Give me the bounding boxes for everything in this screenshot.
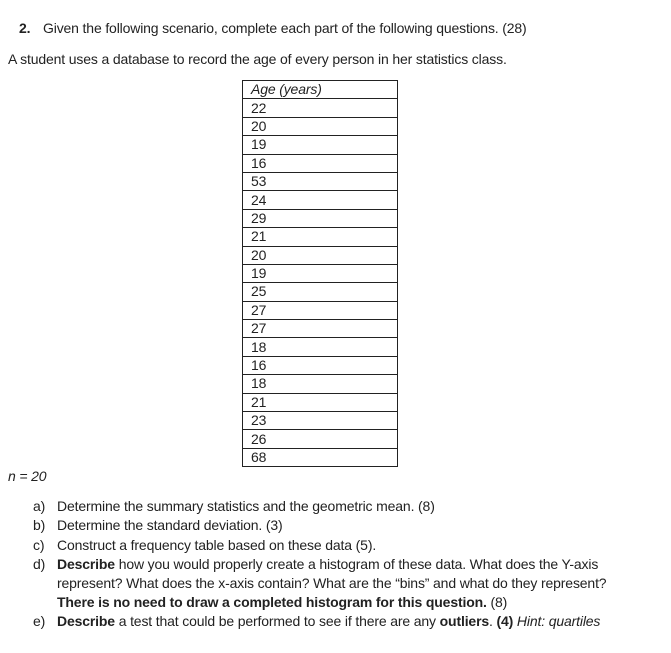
part-e-text-1: a test that could be performed to see if there are any — [114, 613, 440, 629]
age-cell: 25 — [243, 283, 398, 301]
table-row — [243, 191, 398, 209]
age-cell: 24 — [243, 191, 398, 209]
age-cell: 29 — [243, 209, 398, 227]
table-row — [243, 301, 398, 319]
part-e-line — [57, 613, 600, 629]
table-row — [243, 320, 398, 338]
part-d-line-1 — [57, 556, 598, 572]
part-d-points: (8) — [486, 594, 508, 610]
age-cell: 19 — [243, 264, 398, 282]
part-d-line-3 — [57, 594, 507, 610]
part-d-line-2: represent? What does the x-axis contain? What are the “bins” and what do they represent? — [57, 575, 607, 591]
age-cell: 23 — [243, 412, 398, 430]
age-cell: 68 — [243, 448, 398, 466]
part-e-hint: Hint: quartiles — [516, 613, 601, 629]
part-a-letter: a) — [33, 498, 46, 514]
age-cell: 27 — [243, 320, 398, 338]
part-e-points-bold: (4) — [496, 613, 514, 629]
age-cell: 26 — [243, 430, 398, 448]
sample-size-label: n = 20 — [8, 468, 47, 484]
part-d-letter: d) — [33, 556, 46, 572]
question-title: Given the following scenario, complete each part of the following questions. (28) — [43, 20, 527, 36]
age-cell: 19 — [243, 136, 398, 154]
age-column-header: Age (years) — [243, 81, 398, 99]
part-e-text-2: . — [489, 613, 497, 629]
part-d-line-1-text: how you would properly create a histogram of these data. What does the Y-axis — [114, 556, 599, 572]
table-row — [243, 393, 398, 411]
part-e-describe-bold: Describe — [57, 613, 115, 629]
age-cell: 22 — [243, 99, 398, 117]
age-table — [242, 80, 398, 467]
age-cell: 16 — [243, 154, 398, 172]
table-row — [243, 209, 398, 227]
part-d-note-bold: There is no need to draw a completed histogram for this question. — [57, 594, 487, 610]
table-row — [243, 448, 398, 466]
part-a-text: Determine the summary statistics and the geometric mean. (8) — [57, 498, 435, 514]
table-row — [243, 136, 398, 154]
table-row — [243, 375, 398, 393]
table-row — [243, 154, 398, 172]
table-row — [243, 246, 398, 264]
age-cell: 21 — [243, 393, 398, 411]
part-e-letter: e) — [33, 613, 46, 629]
part-c-letter: c) — [33, 537, 45, 553]
part-c-text: Construct a frequency table based on these data (5). — [57, 537, 377, 553]
age-cell: 18 — [243, 338, 398, 356]
part-b-letter: b) — [33, 517, 46, 533]
part-b-text: Determine the standard deviation. (3) — [57, 517, 283, 533]
age-cell: 27 — [243, 301, 398, 319]
table-row — [243, 412, 398, 430]
question-number: 2. — [19, 20, 31, 36]
age-cell: 16 — [243, 356, 398, 374]
age-cell: 20 — [243, 246, 398, 264]
age-cell: 18 — [243, 375, 398, 393]
table-row — [243, 430, 398, 448]
table-row — [243, 283, 398, 301]
age-cell: 20 — [243, 117, 398, 135]
age-cell: 53 — [243, 172, 398, 190]
table-row — [243, 172, 398, 190]
table-row — [243, 338, 398, 356]
table-row — [243, 228, 398, 246]
table-row — [243, 264, 398, 282]
age-cell: 21 — [243, 228, 398, 246]
table-row — [243, 117, 398, 135]
part-d-describe-bold: Describe — [57, 556, 115, 572]
table-header-row — [243, 81, 398, 99]
scenario-text: A student uses a database to record the age of every person in her statistics class. — [8, 51, 507, 67]
table-row — [243, 99, 398, 117]
part-e-outliers-bold: outliers — [439, 613, 490, 629]
table-row — [243, 356, 398, 374]
